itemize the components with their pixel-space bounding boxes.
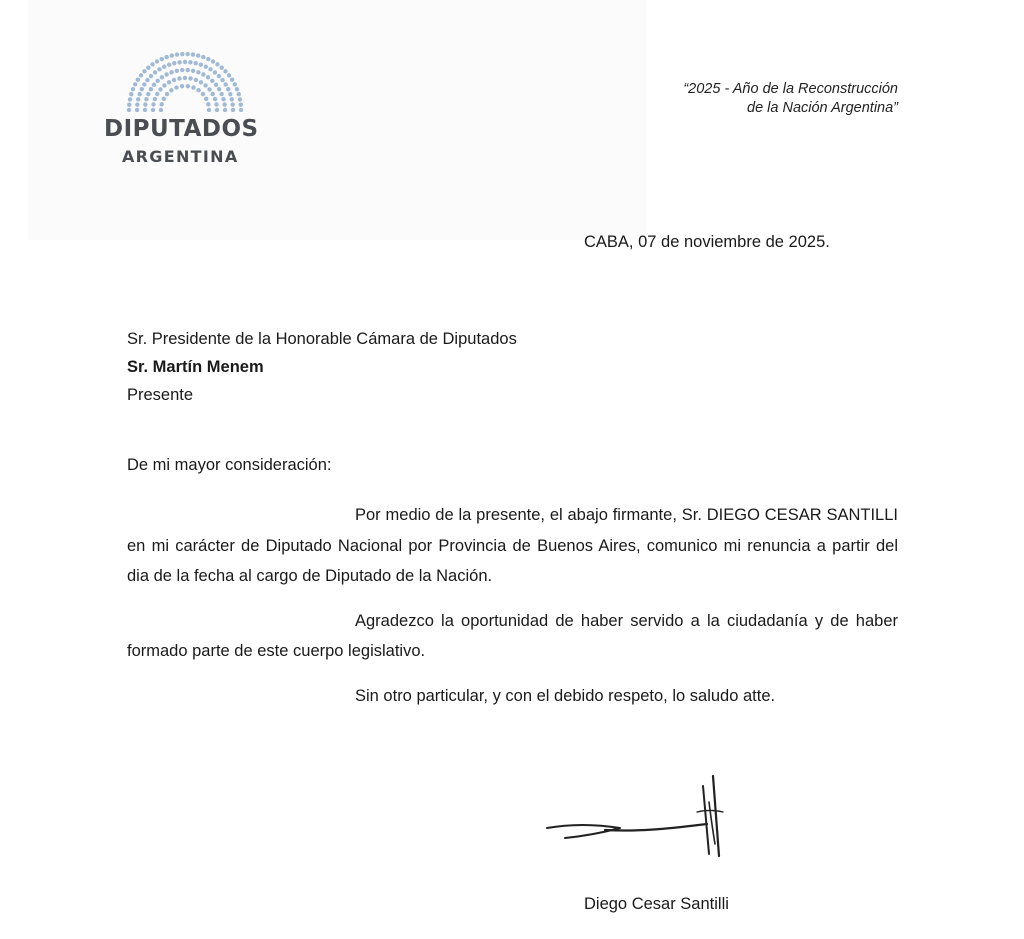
recipient-closing: Presente [127, 386, 194, 404]
hemicycle-dot [158, 87, 162, 91]
hemicycle-dot [233, 82, 237, 86]
hemicycle-dot [151, 108, 155, 112]
hemicycle-dot [220, 78, 224, 82]
hemicycle-dot [143, 108, 147, 112]
hemicycle-dot [139, 73, 143, 77]
hemicycle-dot [170, 53, 174, 57]
hemicycle-dot [127, 108, 131, 112]
hemicycle-dot [157, 67, 161, 71]
hemicycle-dot [211, 59, 215, 63]
hemicycle-dot [162, 65, 166, 69]
hemicycle-dot [223, 69, 227, 73]
hemicycle-dot [228, 92, 232, 96]
hemicycle-dot [137, 92, 141, 96]
hemicycle-dot [177, 60, 181, 64]
year-motto [683, 80, 898, 118]
hemicycle-dot [204, 65, 208, 69]
hemicycle-dot [155, 59, 159, 63]
hemicycle-dot [239, 102, 243, 106]
hemicycle-dot [210, 79, 214, 83]
hemicycle-dot [164, 72, 168, 76]
hemicycle-dot [162, 97, 166, 101]
hemicycle-dot [160, 75, 164, 79]
logo-subtitle: ARGENTINA [122, 147, 239, 166]
hemicycle-dot [149, 74, 153, 78]
hemicycle-dot [140, 87, 144, 91]
hemicycle-dot [167, 80, 171, 84]
hemicycle-dot [127, 102, 131, 106]
diputados-logo [98, 40, 273, 180]
hemicycle-dot [186, 68, 190, 72]
recipient-title: Sr. Presidente de la Honorable Cámara de Diputados [127, 330, 517, 348]
letter-body [127, 500, 898, 725]
paragraph-closing: Sin otro particular, y con el debido respeto, lo saludo atte. [355, 686, 776, 705]
hemicycle-dot [160, 57, 164, 61]
hemicycle-dot [237, 92, 241, 96]
recipient-name: Sr. Martín Menem [127, 358, 264, 376]
hemicycle-dot [222, 102, 226, 106]
hemicycle-dot [151, 102, 155, 106]
hemicycle-dot [174, 85, 178, 89]
hemicycle-dot [145, 78, 149, 82]
hemicycle-dot [193, 61, 197, 65]
hemicycle-dot [167, 62, 171, 66]
hemicycle-dot [177, 76, 181, 80]
hemicycle-dot [159, 108, 163, 112]
hemicycle-dot [191, 52, 195, 56]
hemicycle-dot [186, 84, 190, 88]
hemicycle-dot [191, 85, 195, 89]
hemicycle-icon [122, 48, 248, 112]
hemicycle-dot [199, 62, 203, 66]
hemicycle-dot [142, 82, 146, 86]
hemicycle-dot [133, 82, 137, 86]
hemicycle-dot [196, 53, 200, 57]
signer-name: Diego Cesar Santilli [584, 895, 729, 913]
hemicycle-dot [153, 70, 157, 74]
hemicycle-dot [142, 69, 146, 73]
hemicycle-dot [183, 60, 187, 64]
motto-line-1: “2025 - Año de la Reconstrucción [683, 81, 898, 97]
hemicycle-dot [203, 83, 207, 87]
hemicycle-dot [128, 97, 132, 101]
hemicycle-dot [152, 83, 156, 87]
hemicycle-dot [188, 76, 192, 80]
hemicycle-dot [172, 78, 176, 82]
hemicycle-dot [208, 67, 212, 71]
hemicycle-dot [169, 70, 173, 74]
hemicycle-dot [150, 62, 154, 66]
hemicycle-dot [214, 102, 218, 106]
hemicycle-dot [143, 102, 147, 106]
hemicycle-dot [169, 88, 173, 92]
hemicycle-dot [206, 102, 210, 106]
hemicycle-dot [230, 78, 234, 82]
hemicycle-dot [201, 55, 205, 59]
hemicycle-dot [238, 97, 242, 101]
hemicycle-dot [235, 87, 239, 91]
hemicycle-dot [231, 108, 235, 112]
hemicycle-dot [215, 108, 219, 112]
hemicycle-dot [146, 65, 150, 69]
hemicycle-dot [135, 108, 139, 112]
hemicycle-dot [175, 69, 179, 73]
hemicycle-dot [214, 83, 218, 87]
hemicycle-dot [221, 97, 225, 101]
hemicycle-dot [217, 74, 221, 78]
hemicycle-dot [144, 97, 148, 101]
hemicycle-dot [156, 79, 160, 83]
hemicycle-dot [149, 87, 153, 91]
hemicycle-dot [199, 80, 203, 84]
hemicycle-dot [201, 72, 205, 76]
hemicycle-dot [146, 92, 150, 96]
hemicycle-dot [165, 92, 169, 96]
greeting: De mi mayor consideración: [127, 456, 332, 474]
hemicycle-dot [175, 52, 179, 56]
hemicycle-dot [227, 73, 231, 77]
hemicycle-dot [206, 75, 210, 79]
addressee-block [127, 325, 517, 409]
hemicycle-dot [131, 87, 135, 91]
hemicycle-dot [188, 60, 192, 64]
hemicycle-dot [180, 52, 184, 56]
motto-line-2: de la Nación Argentina” [747, 100, 898, 116]
hemicycle-dot [191, 69, 195, 73]
hemicycle-dot [136, 97, 140, 101]
logo-title: DIPUTADOS [104, 116, 259, 142]
hemicycle-dot [213, 97, 217, 101]
hemicycle-dot [207, 108, 211, 112]
paragraph-gratitude: Agradezco la oportunidad de haber servido a la ciudadanía y de haber formado parte de este cuerpo legislativo. [127, 611, 898, 660]
hemicycle-dot [219, 92, 223, 96]
hemicycle-dot [180, 68, 184, 72]
hemicycle-dot [230, 97, 234, 101]
hemicycle-dot [129, 92, 133, 96]
hemicycle-dot [164, 55, 168, 59]
hemicycle-dot [219, 65, 223, 69]
hemicycle-dot [185, 52, 189, 56]
hemicycle-dot [155, 92, 159, 96]
hemicycle-dot [217, 87, 221, 91]
hemicycle-dot [211, 92, 215, 96]
paragraph-resignation: Por medio de la presente, el abajo firmante, Sr. DIEGO CESAR SANTILLI en mi carácter de Diputado Nacional por Provincia de Buenos Aires, comunico mi renuncia a partir del dia de la fecha al cargo de Diputado de la Nación. [127, 506, 898, 585]
hemicycle-dot [215, 62, 219, 66]
hemicycle-dot [239, 108, 243, 112]
hemicycle-dot [172, 61, 176, 65]
hemicycle-dot [194, 78, 198, 82]
letter-date: CABA, 07 de noviembre de 2025. [584, 233, 830, 251]
hemicycle-dot [196, 88, 200, 92]
hemicycle-dot [206, 57, 210, 61]
hemicycle-dot [201, 92, 205, 96]
hemicycle-dot [135, 102, 139, 106]
hemicycle-dot [226, 87, 230, 91]
hemicycle-dot [196, 70, 200, 74]
hemicycle-dot [183, 76, 187, 80]
handwritten-signature [545, 772, 745, 862]
hemicycle-dot [231, 102, 235, 106]
hemicycle-dot [136, 78, 140, 82]
hemicycle-dot [162, 83, 166, 87]
hemicycle-dot [204, 97, 208, 101]
hemicycle-dot [207, 87, 211, 91]
letterhead-panel [28, 0, 646, 240]
hemicycle-dot [223, 82, 227, 86]
hemicycle-dot [160, 102, 164, 106]
hemicycle-dot [223, 108, 227, 112]
hemicycle-dot [180, 84, 184, 88]
hemicycle-dot [213, 70, 217, 74]
hemicycle-dot [153, 97, 157, 101]
